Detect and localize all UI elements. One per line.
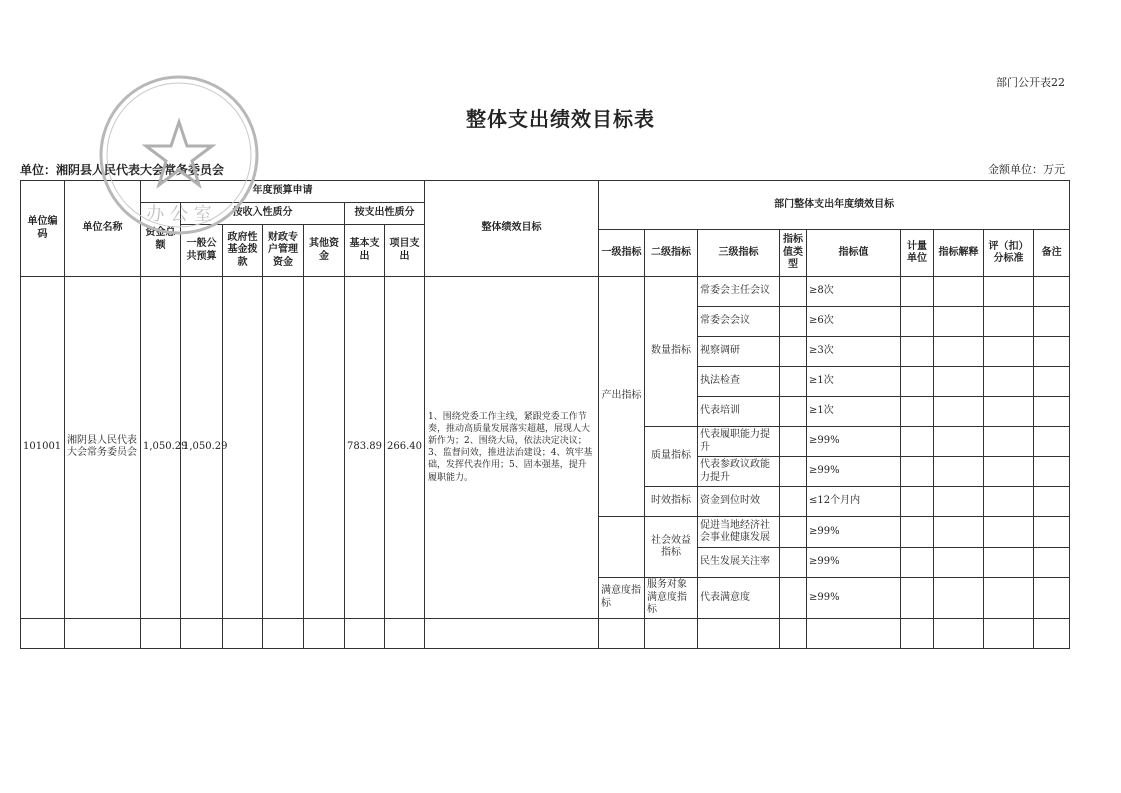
indicator-l3: 常委会会议 [698,307,780,337]
indicator-l3: 执法检查 [698,367,780,397]
indicator-l1-benefit [599,517,645,578]
record-gov-fund [223,277,263,619]
indicator-value: ≥6次 [807,307,901,337]
performance-table [20,180,1070,649]
indicator-l2-social-benefit: 社会效益指标 [645,517,698,578]
header-remark: 备注 [1034,230,1070,277]
header-score: 评（扣）分标准 [984,230,1034,277]
header-l2: 二级指标 [645,230,698,277]
header-unit-code: 单位编码 [21,181,65,277]
indicator-value: ≥1次 [807,397,901,427]
indicator-l2-timeliness: 时效指标 [645,487,698,517]
indicator-l3: 民生发展关注率 [698,548,780,578]
header-dept-goal: 部门整体支出年度绩效目标 [599,181,1070,230]
svg-text:办 公 室: 办 公 室 [146,204,212,225]
record-total: 1,050.29 [141,277,181,619]
indicator-l3: 常委会主任会议 [698,277,780,307]
indicator-l1-output: 产出指标 [599,277,645,517]
unit-label: 单位：湘阴县人民代表大会常务委员会 [20,163,225,177]
indicator-l2-quality: 质量指标 [645,427,698,487]
header-annual-budget: 年度预算申请 [141,181,425,203]
header-basic: 基本支出 [345,225,385,277]
indicator-value: ≥99% [807,427,901,457]
indicator-value: ≥99% [807,578,901,619]
indicator-l3: 视察调研 [698,337,780,367]
indicator-l3: 代表参政议政能力提升 [698,457,780,487]
header-value: 指标值 [807,230,901,277]
header-special-mgmt: 财政专户管理资金 [263,225,304,277]
header-l1: 一级指标 [599,230,645,277]
indicator-l2-quantity: 数量指标 [645,277,698,427]
header-by-expense: 按支出性质分 [345,203,425,225]
amount-unit-label: 金额单位：万元 [988,163,1065,176]
indicator-l3: 代表满意度 [698,578,780,619]
header-project: 项目支出 [385,225,425,277]
record-code: 101001 [21,277,65,619]
record-project: 266.40 [385,277,425,619]
record-general: 1,050.29 [181,277,223,619]
indicator-value: ≥8次 [807,277,901,307]
record-goal: 1、围绕党委工作主线，紧跟党委工作节奏，推动高质量发展落实超越，展现人大新作为；2、围绕大局，依法决定决议；3、监督问效，推进法治建设；4、筑牢基础，发挥代表作用；5、固本强基，提升履职能力。 [425,277,599,619]
indicator-value: ≥99% [807,548,901,578]
page-title: 整体支出绩效目标表 [466,107,655,131]
indicator-value: ≥99% [807,457,901,487]
header-gov-fund: 政府性基金拨款 [223,225,263,277]
indicator-l3: 资金到位时效 [698,487,780,517]
header-other: 其他资金 [304,225,345,277]
header-value-type: 指标值类型 [780,230,807,277]
form-number: 部门公开表22 [996,76,1065,89]
indicator-value: ≤12个月内 [807,487,901,517]
header-by-income: 按收入性质分 [181,203,345,225]
indicator-value: ≥1次 [807,367,901,397]
indicator-value: ≥3次 [807,337,901,367]
header-total: 资金总额 [141,203,181,277]
header-unit-name: 单位名称 [65,181,141,277]
record-basic: 783.89 [345,277,385,619]
empty-row [21,618,1070,648]
header-l3: 三级指标 [698,230,780,277]
record-other [304,277,345,619]
indicator-value: ≥99% [807,517,901,548]
header-measure-unit: 计量单位 [901,230,934,277]
header-explain: 指标解释 [934,230,984,277]
header-general: 一般公共预算 [181,225,223,277]
indicator-l2-service-satisfaction: 服务对象满意度指标 [645,578,698,619]
indicator-l1-satisfaction: 满意度指标 [599,578,645,619]
indicator-l3: 代表履职能力提升 [698,427,780,457]
indicator-l3: 促进当地经济社会事业健康发展 [698,517,780,548]
record-special-mgmt [263,277,304,619]
indicator-l3: 代表培训 [698,397,780,427]
header-overall-goal: 整体绩效目标 [425,181,599,277]
record-name: 湘阴县人民代表大会常务委员会 [65,277,141,619]
indicator-row [21,277,1070,307]
indicator-value-type [780,277,807,307]
